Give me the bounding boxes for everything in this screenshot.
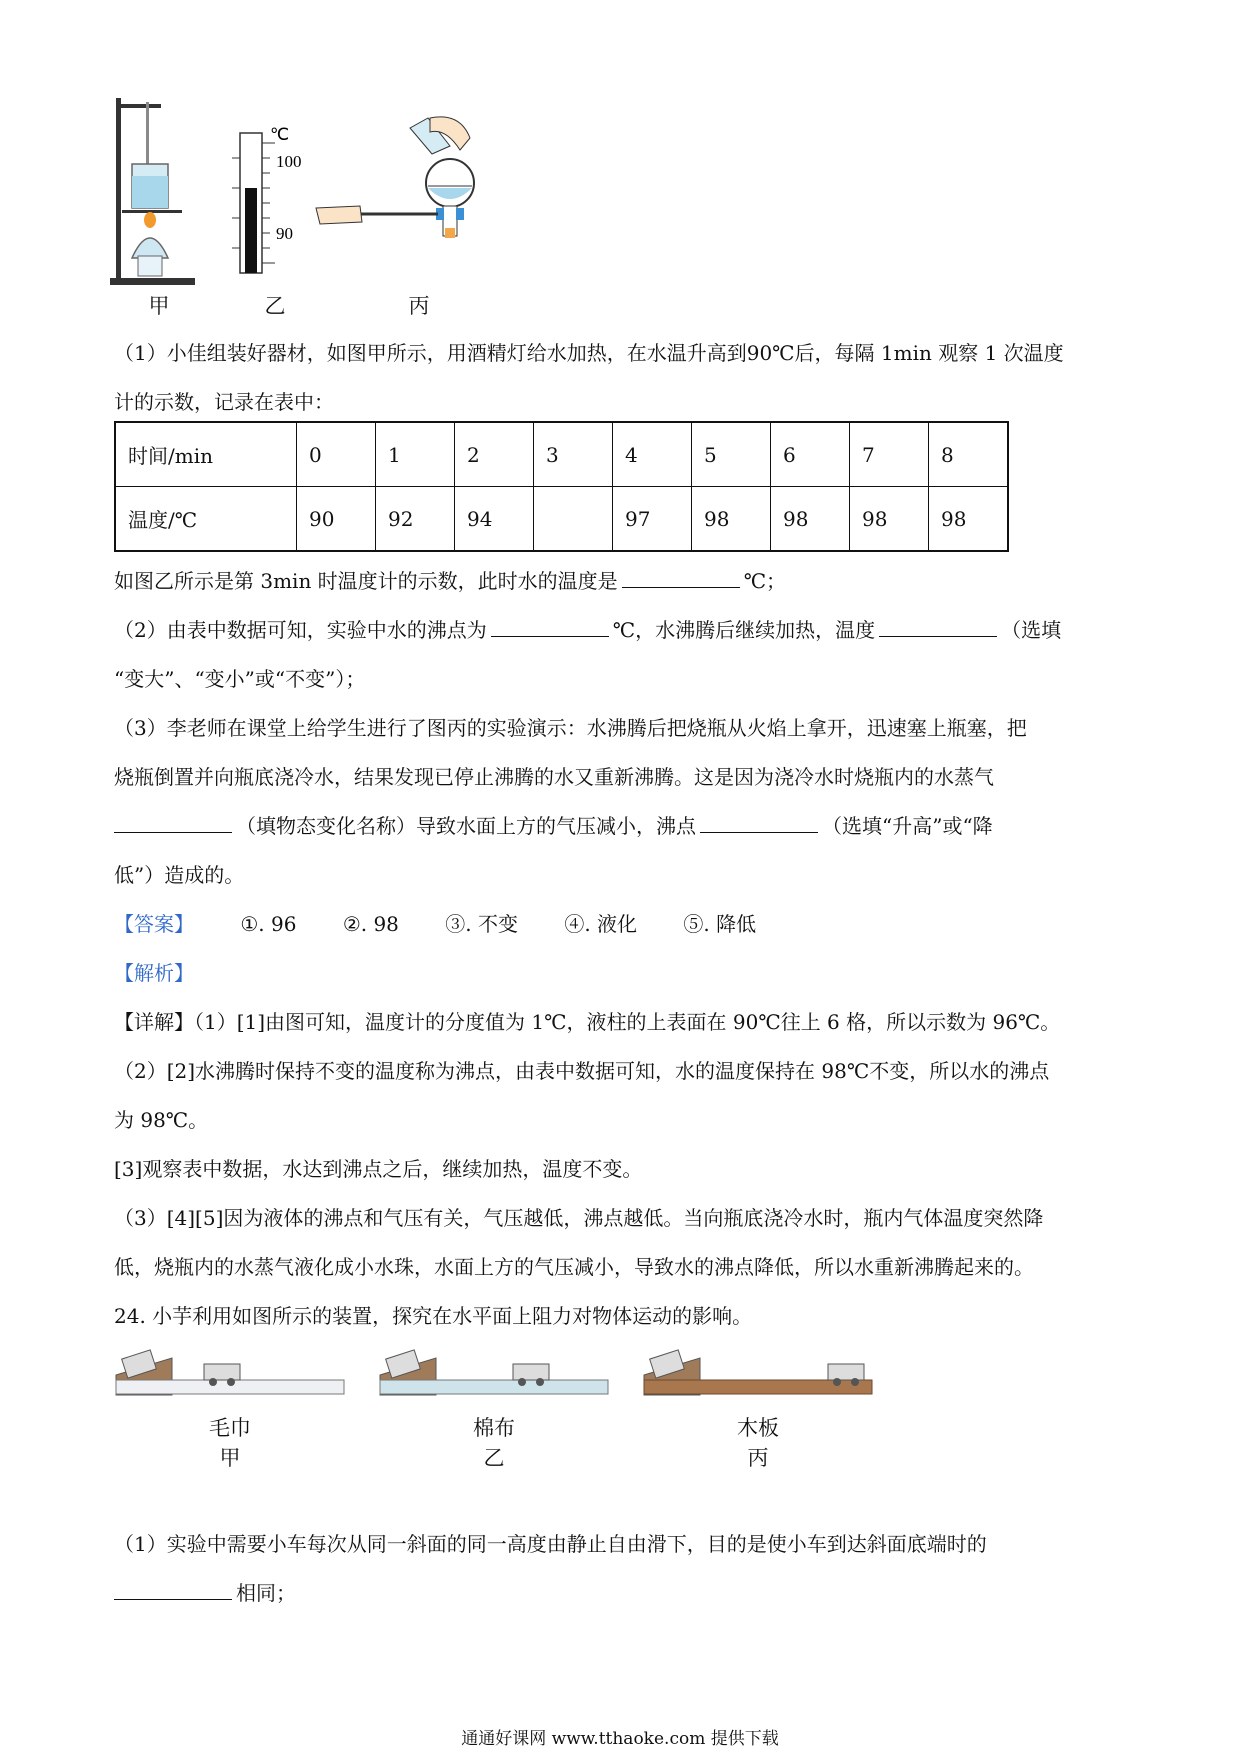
table-cell: 98 <box>692 487 771 552</box>
figure1-label-jia: 甲 <box>148 294 170 318</box>
q24-1-line2 <box>114 1577 296 1606</box>
table-row <box>115 422 1008 487</box>
ramp-towel-icon <box>116 1350 344 1395</box>
answer-1: ①. 96 <box>240 912 297 936</box>
table-header: 时间/min <box>115 422 297 487</box>
thermometer-unit: ℃ <box>270 125 290 144</box>
ramp-wood-icon <box>644 1350 872 1395</box>
detail-2-line1: （2）[2]水沸腾时保持不变的温度称为沸点，由表中数据可知，水的温度保持在 98℃不变，所以水的沸点 <box>114 1059 1050 1083</box>
q3-text-a: （填物态变化名称）导致水面上方的气压减小，沸点 <box>236 814 696 838</box>
table-cell: 92 <box>376 487 455 552</box>
figure1-label-yi: 乙 <box>264 294 286 318</box>
table-cell <box>534 487 613 552</box>
figure1-label-bing: 丙 <box>408 294 430 318</box>
q1-line1: （1）小佳组装好器材，如图甲所示，用酒精灯给水加热，在水温升高到90℃后，每隔 1min 观察 1 次温度 <box>114 341 1064 365</box>
q1-fill-text: 如图乙所示是第 3min 时温度计的示数，此时水的温度是 <box>114 569 618 593</box>
table-cell: 98 <box>850 487 929 552</box>
thermometer-mark-100: 100 <box>276 152 302 171</box>
surface-label-cotton: 棉布 <box>473 1416 515 1440</box>
q1-line2: 计的示数，记录在表中： <box>114 390 334 414</box>
answer-tag: 【答案】 <box>114 912 194 936</box>
answer-blank <box>491 618 609 637</box>
table-cell: 7 <box>850 422 929 487</box>
q1-fill-unit: ℃； <box>743 569 787 593</box>
ramp-cotton-icon <box>380 1350 608 1395</box>
detail-2-line2: 为 98℃。 <box>114 1108 209 1132</box>
answer-5: ⑤. 降低 <box>683 912 757 936</box>
table-row <box>115 487 1008 552</box>
q24-1-line1: （1）实验中需要小车每次从同一斜面的同一高度由静止自由滑下，目的是使小车到达斜面底端时的 <box>114 1532 987 1556</box>
detail-4-line2: 低，烧瓶内的水蒸气液化成小水珠，水面上方的气压减小，导致水的沸点降低，所以水重新沸腾起来的。 <box>114 1255 1034 1279</box>
table-cell: 6 <box>771 422 850 487</box>
q2-text-a: （2）由表中数据可知，实验中水的沸点为 <box>114 618 487 642</box>
q2-text-c: （选填 <box>1001 618 1062 642</box>
table-cell: 0 <box>297 422 376 487</box>
q2-line2: “变大”、“变小”或“不变”）； <box>114 667 366 691</box>
q24-1-text: 相同； <box>236 1581 296 1605</box>
q24-stem: 24. 小芋利用如图所示的装置，探究在水平面上阻力对物体运动的影响。 <box>114 1304 753 1328</box>
q3-line1: （3）李老师在课堂上给学生进行了图丙的实验演示：水沸腾后把烧瓶从火焰上拿开，迅速塞上瓶塞，把 <box>114 716 1027 740</box>
answer-blank <box>114 814 232 833</box>
surface-label-wood: 木板 <box>737 1416 779 1440</box>
detail-3: [3]观察表中数据，水达到沸点之后，继续加热，温度不变。 <box>114 1157 643 1181</box>
thermometer-mark-90: 90 <box>276 224 293 243</box>
answer-blank <box>879 618 997 637</box>
q3-line2: 烧瓶倒置并向瓶底浇冷水，结果发现已停止沸腾的水又重新沸腾。这是因为浇冷水时烧瓶内的水蒸气 <box>114 765 994 789</box>
q2-line1 <box>114 614 1061 643</box>
table-cell: 4 <box>613 422 692 487</box>
table-cell: 98 <box>929 487 1009 552</box>
surface-label-towel: 毛巾 <box>209 1416 251 1440</box>
q3-line4: 低”）造成的。 <box>114 863 245 887</box>
q1-fill-line <box>114 565 786 594</box>
answer-line <box>114 908 796 937</box>
figure2-label-yi: 乙 <box>483 1446 505 1470</box>
answer-2: ②. 98 <box>342 912 399 936</box>
answer-4: ④. 液化 <box>564 912 638 936</box>
stand-apparatus-icon <box>110 98 195 285</box>
thermometer-icon <box>232 133 275 273</box>
q2-text-b: ℃，水沸腾后继续加热，温度 <box>612 618 876 642</box>
analysis-tag: 【解析】 <box>114 961 194 985</box>
table-cell: 3 <box>534 422 613 487</box>
figure-friction-ramps <box>114 1340 894 1400</box>
table-cell: 8 <box>929 422 1009 487</box>
table-cell: 1 <box>376 422 455 487</box>
table-cell: 2 <box>455 422 534 487</box>
answer-blank <box>700 814 818 833</box>
table-cell: 98 <box>771 487 850 552</box>
table-cell: 97 <box>613 487 692 552</box>
table-cell: 90 <box>297 487 376 552</box>
figure2-label-bing: 丙 <box>747 1446 769 1470</box>
page-footer: 通通好课网 www.tthaoke.com 提供下载 <box>461 1729 779 1749</box>
answer-blank <box>622 569 740 588</box>
answer-blank <box>114 1581 232 1600</box>
answer-3: ③. 不变 <box>445 912 518 936</box>
table-cell: 94 <box>455 487 534 552</box>
temperature-table <box>114 421 1009 552</box>
detail-1: 【详解】（1）[1]由图可知，温度计的分度值为 1℃，液柱的上表面在 90℃往上 6 格，所以示数为 96℃。 <box>114 1010 1061 1034</box>
table-header: 温度/℃ <box>115 487 297 552</box>
figure-boiling-apparatus <box>110 98 550 288</box>
figure2-label-jia: 甲 <box>219 1446 241 1470</box>
q3-text-b: （选填“升高”或“降 <box>822 814 993 838</box>
table-cell: 5 <box>692 422 771 487</box>
q3-line3 <box>114 810 993 839</box>
inverted-flask-icon <box>316 117 474 238</box>
detail-4-line1: （3）[4][5]因为液体的沸点和气压有关，气压越低，沸点越低。当向瓶底浇冷水时，瓶内气体温度突然降 <box>114 1206 1044 1230</box>
